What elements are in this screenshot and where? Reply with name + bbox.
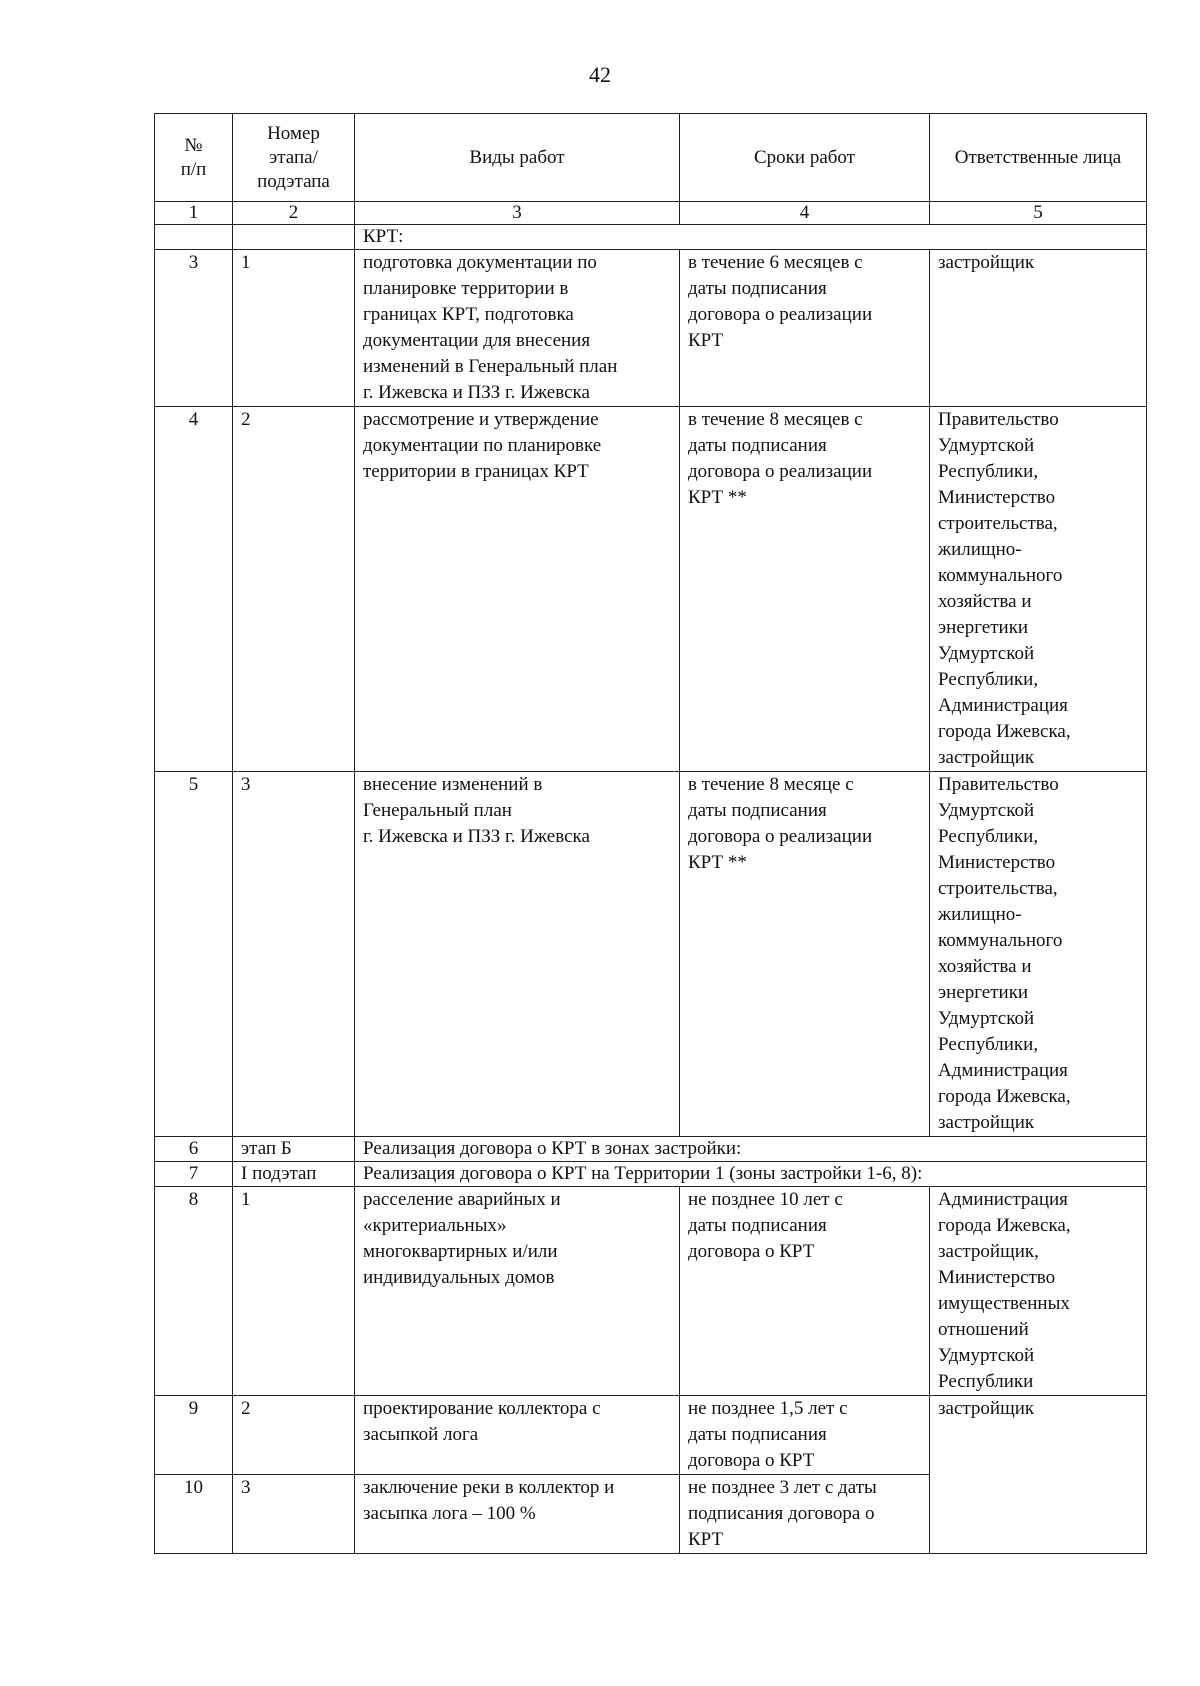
- work-term: не позднее 1,5 лет с даты подписания договора о КРТ: [680, 1396, 930, 1475]
- work-type: заключение реки в коллектор и засыпка лога – 100 %: [355, 1475, 680, 1554]
- table-header-row: [155, 114, 1147, 202]
- column-index-row: [155, 202, 1147, 225]
- work-term: не позднее 10 лет с даты подписания договора о КРТ: [680, 1187, 930, 1396]
- work-type: расселение аварийных и «критериальных» многоквартирных и/или индивидуальных домов: [355, 1187, 680, 1396]
- stage-number: 3: [233, 1475, 355, 1554]
- row-number: 4: [155, 407, 233, 772]
- works-schedule-table: [154, 113, 1147, 1554]
- row-number: 8: [155, 1187, 233, 1396]
- stage-number: 3: [233, 772, 355, 1137]
- responsible-parties: Правительство Удмуртской Республики, Министерство строительства, жилищно- коммунального хозяйства и энергетики Удмуртской Республики, Администрация города Ижевска, застройщик: [930, 772, 1147, 1137]
- stage-number: 2: [233, 1396, 355, 1475]
- substage-label: I подэтап: [233, 1162, 355, 1187]
- table-row: [155, 1396, 1147, 1475]
- empty-cell: [155, 225, 233, 250]
- table-row: [155, 225, 1147, 250]
- krt-section-label: КРТ:: [355, 225, 1147, 250]
- stage-number: 1: [233, 1187, 355, 1396]
- work-term: не позднее 3 лет с даты подписания договора о КРТ: [680, 1475, 930, 1554]
- header-number: № п/п: [155, 114, 233, 202]
- work-term: в течение 6 месяцев с даты подписания договора о реализации КРТ: [680, 250, 930, 407]
- table-row: [155, 1137, 1147, 1162]
- column-index: 5: [930, 202, 1147, 225]
- column-index: 4: [680, 202, 930, 225]
- responsible-parties: застройщик: [930, 250, 1147, 407]
- responsible-parties: Правительство Удмуртской Республики, Министерство строительства, жилищно- коммунального хозяйства и энергетики Удмуртской Республики, Администрация города Ижевска, застройщик: [930, 407, 1147, 772]
- header-work-terms: Сроки работ: [680, 114, 930, 202]
- header-responsible: Ответственные лица: [930, 114, 1147, 202]
- stage-label: этап Б: [233, 1137, 355, 1162]
- table-row: [155, 1187, 1147, 1396]
- substage-description: Реализация договора о КРТ на Территории 1 (зоны застройки 1-6, 8):: [355, 1162, 1147, 1187]
- column-index: 3: [355, 202, 680, 225]
- header-stage: Номер этапа/ подэтапа: [233, 114, 355, 202]
- row-number: 5: [155, 772, 233, 1137]
- work-type: подготовка документации по планировке территории в границах КРТ, подготовка документации для внесения изменений в Генеральный план г. Ижевска и ПЗЗ г. Ижевска: [355, 250, 680, 407]
- stage-number: 1: [233, 250, 355, 407]
- stage-description: Реализация договора о КРТ в зонах застройки:: [355, 1137, 1147, 1162]
- page-number: 42: [589, 62, 611, 87]
- row-number: 9: [155, 1396, 233, 1475]
- table-row: [155, 250, 1147, 407]
- row-number: 7: [155, 1162, 233, 1187]
- column-index: 1: [155, 202, 233, 225]
- column-index: 2: [233, 202, 355, 225]
- table-row: [155, 1162, 1147, 1187]
- responsible-parties: Администрация города Ижевска, застройщик, Министерство имущественных отношений Удмуртской Республики: [930, 1187, 1147, 1396]
- table-row: [155, 407, 1147, 772]
- work-term: в течение 8 месяце с даты подписания договора о реализации КРТ **: [680, 772, 930, 1137]
- header-work-types: Виды работ: [355, 114, 680, 202]
- row-number: 6: [155, 1137, 233, 1162]
- row-number: 3: [155, 250, 233, 407]
- responsible-parties: застройщик: [930, 1396, 1147, 1554]
- work-type: проектирование коллектора с засыпкой лога: [355, 1396, 680, 1475]
- row-number: 10: [155, 1475, 233, 1554]
- stage-number: 2: [233, 407, 355, 772]
- work-term: в течение 8 месяцев с даты подписания договора о реализации КРТ **: [680, 407, 930, 772]
- empty-cell: [233, 225, 355, 250]
- work-type: внесение изменений в Генеральный план г. Ижевска и ПЗЗ г. Ижевска: [355, 772, 680, 1137]
- table-row: [155, 772, 1147, 1137]
- work-type: рассмотрение и утверждение документации по планировке территории в границах КРТ: [355, 407, 680, 772]
